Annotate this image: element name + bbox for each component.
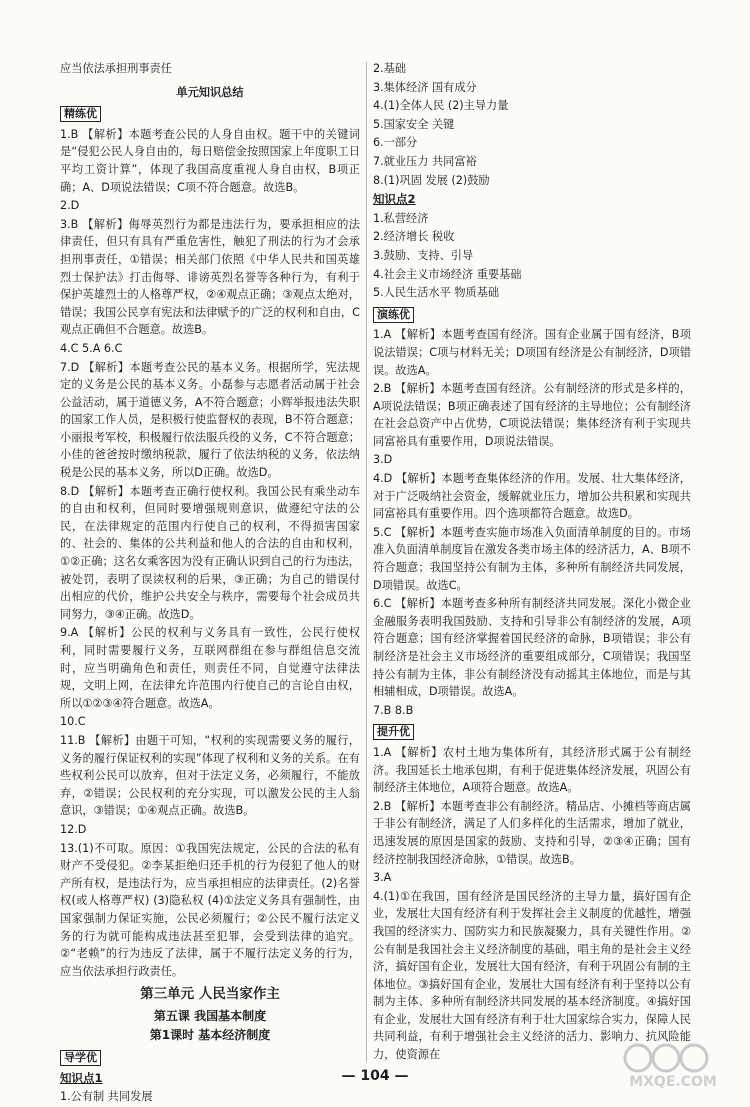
answer-paragraph: 1.公有制 共同发展 [60, 1090, 153, 1104]
page-number: — 104 — [341, 1068, 409, 1084]
answer-paragraph: 5.C 【解析】本题考查实施市场准入负面清单制度的目的。市场准入负面清单制度旨在激发各类市场主体的经济活力，A、B项不符合题意；我国坚持公有制为主体，多种所有制经济共同发展，D项错误。故选C。 [373, 525, 691, 592]
answer-paragraph: 4.C 5.A 6.C [60, 341, 123, 355]
answer-paragraph: 2.基础 [373, 62, 407, 75]
right-column [373, 60, 691, 1065]
unit-title: 第三单元 人民当家作主 [140, 986, 280, 1003]
answer-paragraph: 4.D 【解析】本题考查集体经济的作用。发展、壮大集体经济，对于广泛吸纳社会资金，缓解就业压力，增加公共积累和实现共同富裕具有重要作用。四个选项都符合题意。故选D。 [373, 472, 691, 521]
answer-paragraph: 4.(1)①在我国，国有经济是国民经济的主导力量，搞好国有企业，发展壮大国有经济有利于发挥社会主义制度的优越性，增强我国的经济实力、国防实力和民族凝聚力，具有关键性作用。②公有制是我国社会主义经济制度的基础，唱主角的是社会主义经济，搞好国有企业，发展壮大国有经济，有利于巩固公有制的主体地位。③搞好国有企业，发展壮大国有经济有利于坚持以公有制为主体、多种所有制经济共同发展的基本经济制度。④搞好国有企业，发展壮大国有经济有利于壮大国家综合实力，保障人民共同利益，有利于增强社会主义经济的活力、影响力、抗风险能力，使资源在 [373, 889, 691, 1062]
answer-paragraph: 8.(1)巩固 发展 (2)鼓励 [373, 173, 490, 187]
section-tag: 导学优 [60, 1050, 101, 1066]
answer-paragraph: 5.国家安全 关键 [373, 117, 455, 131]
section-tag-row [60, 1049, 360, 1067]
knowledge-point-heading: 知识点2 [373, 192, 416, 207]
section-title: 单元知识总结 [176, 85, 244, 99]
section-tag: 提升优 [373, 724, 414, 740]
knowledge-point-heading: 知识点1 [60, 1070, 103, 1085]
answer-paragraph: 3.鼓励、支持、引导 [373, 248, 474, 262]
answer-paragraph: 6.一部分 [373, 136, 418, 150]
answer-paragraph: 2.B 【解析】本题考查非公有制经济。精品店、小摊档等商店属于非公有制经济，满足了人们多样化的生活需求，增加了就业，迅速发展的原因是国家的鼓励、支持和引导，②③④正确；国有经济控制我国经济命脉，①错误。故选B。 [373, 799, 691, 866]
answer-paragraph: 7.就业压力 共同富裕 [373, 154, 477, 168]
section-tag-row [373, 723, 691, 741]
answer-paragraph: 应当依法承担刑事责任 [60, 62, 172, 75]
answer-paragraph: 1.私营经济 [373, 211, 429, 225]
lesson-title: 第1课时 基本经济制度 [149, 1028, 271, 1043]
answer-paragraph: 10.C [60, 715, 86, 729]
svg-text:MXQE.COM: MXQE.COM [629, 1074, 717, 1090]
section-tag: 演练优 [373, 307, 414, 323]
section-tag-row [60, 105, 360, 123]
answer-paragraph: 1.B 【解析】本题考查公民的人身自由权。题干中的关键词是“侵犯公民人身自由的，每日赔偿金按照国家上年度职工日平均工资计算”，体现了我国高度重视人身自由权，B项正确；A、D项说法错误；C项不符合题意。故选B。 [60, 127, 360, 194]
answer-paragraph: 1.A 【解析】农村土地为集体所有，其经济形式属于公有制经济。我国延长土地承包期，有利于促进集体经济发展，巩固公有制经济主体地位，A项符合题意。故选A。 [373, 745, 691, 795]
answer-paragraph: 7.B 8.B [373, 703, 414, 717]
answer-paragraph: 11.B 【解析】由题干可知，“权利的实现需要义务的履行，义务的履行保证权利的实现”体现了权利和义务的关系。在有些权利公民可以放弃，但对于法定义务，必须履行，不能放弃，②错误；公民权利的充分实现，可以激发公民的主人翁意识，③错误；①④观点正确。故选B。 [60, 733, 360, 818]
answer-paragraph: 2.D [60, 199, 80, 213]
watermark-logo [618, 1042, 728, 1090]
answer-paragraph: 12.D [60, 822, 87, 836]
section-tag-row [373, 306, 691, 324]
answer-paragraph: 4.社会主义市场经济 重要基础 [373, 267, 522, 281]
answer-paragraph: 3.B 【解析】侮辱英烈行为都是违法行为，要承担相应的法律责任，但只有具有严重危害性，触犯了刑法的行为才会承担刑事责任，①错误；相关部门依照《中华人民共和国英雄烈士保护法》打击侮辱、诽谤英烈名誉等各种行为，有利于保护英雄烈士的人格尊严权，②④观点正确；③观点太绝对，错误；我国公民享有宪法和法律赋予的广泛的权利和自由，C观点正确但不合题意。故选B。 [60, 217, 360, 337]
answer-paragraph: 13.(1)不可取。原因：①我国宪法规定，公民的合法的私有财产不受侵犯。②李某拒绝归还手机的行为侵犯了他人的财产所有权，是违法行为，应当承担相应的法律责任。(2)名誉权(或人格尊严权) (3)隐私权 (4)①法定义务具有强制性，由国家强制力保证实施，公民必须履行；②公民不履行法定义务的行为就可能构成违法甚至犯罪，会受到法律的追究。②“老赖”的行为违反了法律，属于不履行法定义务的行为，应当依法承担行政责任。 [60, 841, 360, 978]
answer-paragraph: 1.A 【解析】本题考查国有经济。国有企业属于国有经济，B项说法错误；C项与材料无关；D项国有经济是公有制经济，D项错误。故选A。 [373, 328, 691, 377]
section-tag: 精练优 [60, 106, 101, 122]
answer-paragraph: 7.D 【解析】本题考查公民的基本义务。根据所学，宪法规定的义务是公民的基本义务。小磊参与志愿者活动属于社会公益活动，属于道德义务，A不符合题意；小辉举报违法失职的国家工作人员，是积极行使监督权的表现，B不符合题意；小丽报考军校，积极履行依法服兵役的义务，C不符合题意；小佳的爸爸按时缴纳税款，履行了依法纳税的义务，依法纳税是公民的基本义务，所以D正确。故选D。 [60, 360, 360, 480]
answer-paragraph: 2.经济增长 税收 [373, 230, 455, 244]
left-column [60, 60, 360, 1107]
answer-paragraph: 8.D 【解析】本题考查正确行使权利。我国公民有乘坐动车的自由和权利，但同时要增强规则意识，做遵纪守法的公民，在法律规定的范围内行使自己的权利，不得损害国家的、社会的、集体的公共利益和他人的合法的自由和权利，①②正确；这名女乘客因为没有正确认识到自己的行为违法，被处罚，表明了误读权利的后果，③正确；为自己的错误付出相应的代价，维护公共安全与秩序，需要每个社会成员共同努力，③④正确。故选D。 [60, 484, 360, 621]
answer-paragraph: 5.人民生活水平 物质基础 [373, 286, 500, 300]
answer-paragraph: 6.C 【解析】本题考查多种所有制经济共同发展。深化小微企业金融服务表明我国鼓励、支持和引导非公有制经济的发展，A项符合题意；国有经济掌握着国民经济的命脉，B项错误；非公有制经济是社会主义市场经济的重要组成部分，C项错误；我国坚持公有制为主体，非公有制经济没有动摇其主体地位，而是与其相辅相成，D项错误。故选A。 [373, 597, 691, 699]
lesson-title: 第五课 我国基本制度 [153, 1008, 267, 1023]
answer-paragraph: 3.D [373, 453, 393, 467]
answer-paragraph: 3.集体经济 国有成分 [373, 80, 477, 94]
column-divider [366, 62, 367, 1062]
answer-paragraph: 3.A [373, 871, 392, 885]
answer-paragraph: 4.(1)全体人民 (2)主导力量 [373, 99, 509, 113]
answer-paragraph: 9.A 【解析】公民的权利与义务具有一致性，公民行使权利，同时需要履行义务，互联网群组在参与群组信息交流时，应当明确角色和责任，则责任不同，自觉遵守法律法规，文明上网，在法律允许范围内行使自己的言论自由权，所以①②③④符合题意。故选A。 [60, 626, 360, 710]
answer-paragraph: 2.B 【解析】本题考查国有经济。公有制经济的形式是多样的，A项说法错误；B项正确表述了国有经济的主导地位；公有制经济在社会总资产中占优势，C项说法错误；集体经济有利于实现共同富裕具有重要作用，D项说法错误。 [373, 382, 691, 448]
